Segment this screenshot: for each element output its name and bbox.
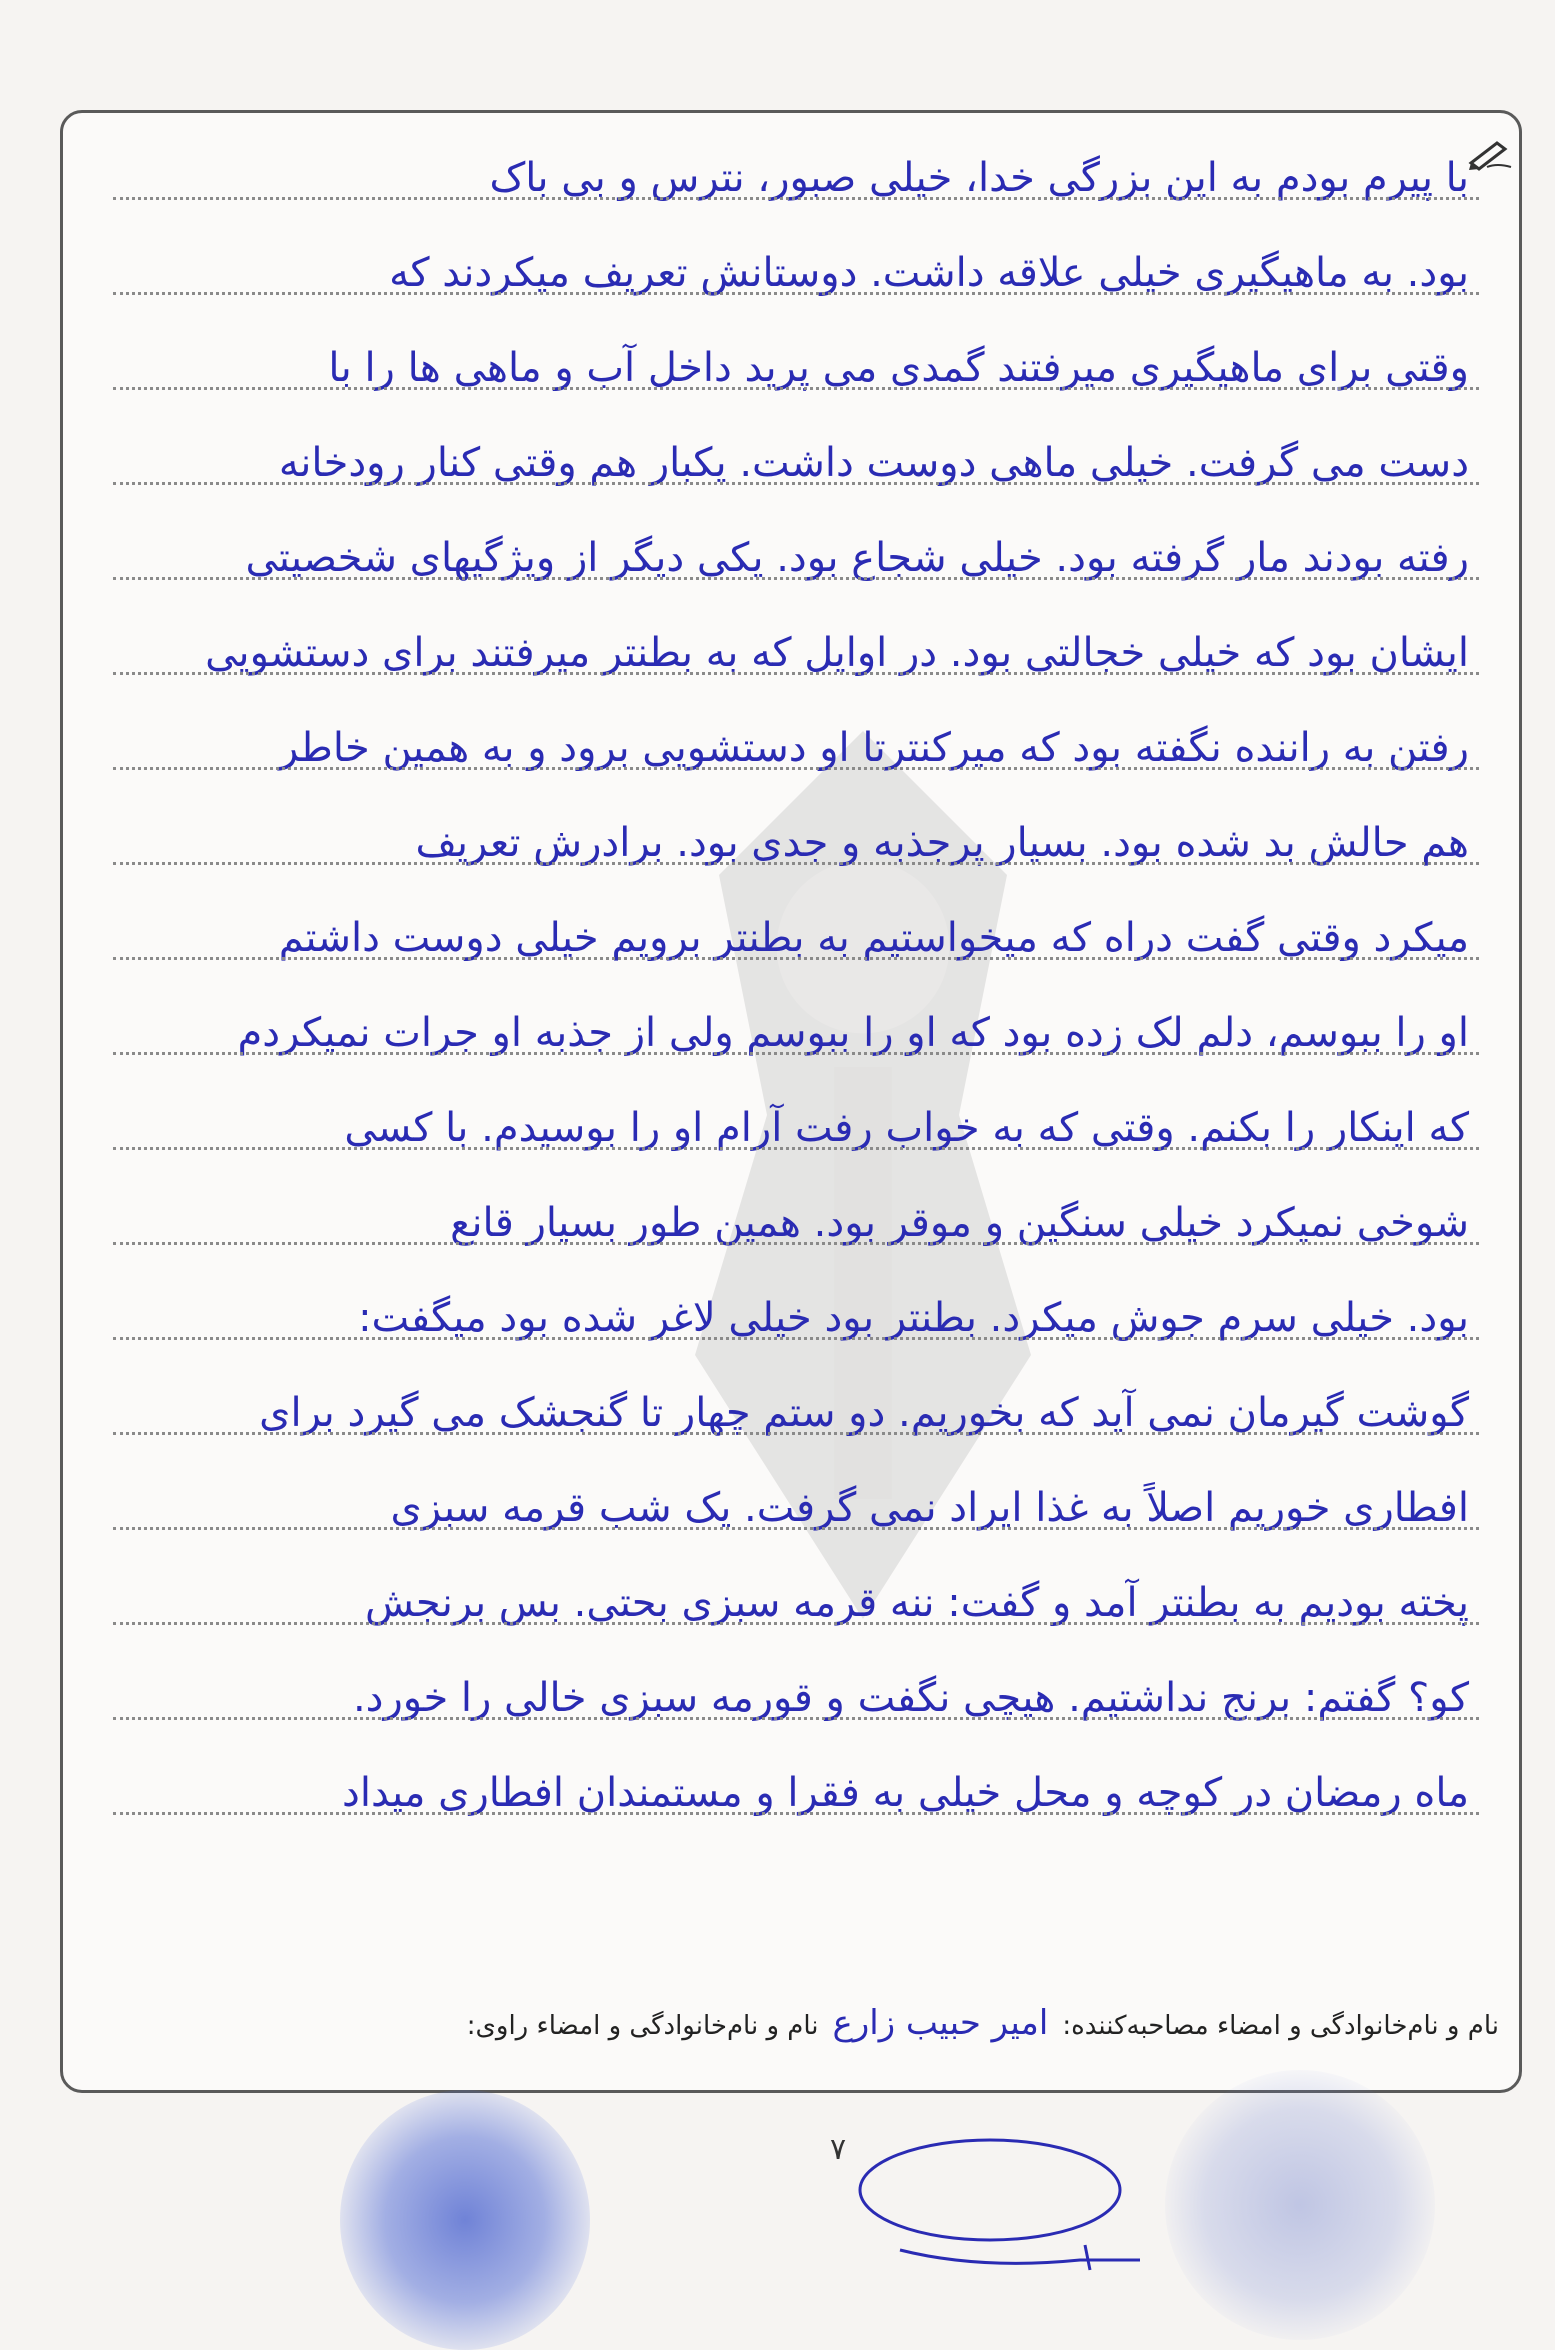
text-line: گوشت گیرمان نمی آید که بخوریم. دو ستم چهار تا گنجشک می گیرد برای xyxy=(113,1366,1479,1461)
narrator-label: نام و نام‌خانوادگی و امضاء راوی: xyxy=(466,2011,819,2041)
text-line: که اینکار را بکنم. وقتی که به خواب رفت آرام او را بوسیدم. با کسی xyxy=(113,1081,1479,1176)
interviewer-name: امیر حبیب زارع xyxy=(832,2003,1049,2043)
thumbprint-right-icon xyxy=(1165,2070,1435,2340)
text-line: ایشان بود که خیلی خجالتی بود. در اوایل که به بطنتر میرفتند برای دستشویی xyxy=(113,606,1479,701)
text-line: بود. به ماهیگیری خیلی علاقه داشت. دوستانش تعریف میکردند که xyxy=(113,226,1479,321)
handwritten-text-body xyxy=(113,131,1479,1841)
text-line: شوخی نمیکرد خیلی سنگین و موقر بود. همین طور بسیار قانع xyxy=(113,1176,1479,1271)
text-line: با پیرم بودم به این بزرگی خدا، خیلی صبور، نترس و بی باک xyxy=(113,131,1479,226)
text-line: کو؟ گفتم: برنج نداشتیم. هیچی نگفت و قورمه سبزی خالی را خورد. xyxy=(113,1651,1479,1746)
thumbprint-left-icon xyxy=(340,2090,590,2350)
text-line: وقتی برای ماهیگیری میرفتند گمدی می پرید داخل آب و ماهی ها را با xyxy=(113,321,1479,416)
text-line: رفتن به راننده نگفته بود که میرکنترتا او دستشویی برود و به همین خاطر xyxy=(113,701,1479,796)
text-line: هم حالش بد شده بود. بسیار پرجذبه و جدی بود. برادرش تعریف xyxy=(113,796,1479,891)
text-line: افطاری خوریم اصلاً به غذا ایراد نمی گرفت. یک شب قرمه سبزی xyxy=(113,1461,1479,1556)
text-line: دست می گرفت. خیلی ماهی دوست داشت. یکبار هم وقتی کنار رودخانه xyxy=(113,416,1479,511)
handwritten-page-frame xyxy=(60,110,1522,2093)
text-line: رفته بودند مار گرفته بود. خیلی شجاع بود. یکی دیگر از ویژگیهای شخصیتی xyxy=(113,511,1479,606)
text-line: پخته بودیم به بطنتر آمد و گفت: ننه قرمه سبزی بحتی. بس برنجش xyxy=(113,1556,1479,1651)
text-line: او را ببوسم، دلم لک زده بود که او را ببوسم ولی از جذبه او جرات نمیکردم xyxy=(113,986,1479,1081)
page-number: ۷ xyxy=(830,2132,847,2167)
text-line: میکرد وقتی گفت دراه که میخواستیم به بطنتر برویم خیلی دوست داشتم xyxy=(113,891,1479,986)
text-line: بود. خیلی سرم جوش میکرد. بطنتر بود خیلی لاغر شده بود میگفت: xyxy=(113,1271,1479,1366)
text-line: ماه رمضان در کوچه و محل خیلی به فقرا و مستمندان افطاری میداد xyxy=(113,1746,1479,1841)
interviewer-label: نام و نام‌خانوادگی و امضاء مصاحبه‌کننده: xyxy=(1062,2011,1499,2041)
signature-icon xyxy=(840,2120,1200,2320)
signature-footer xyxy=(93,2003,1499,2043)
